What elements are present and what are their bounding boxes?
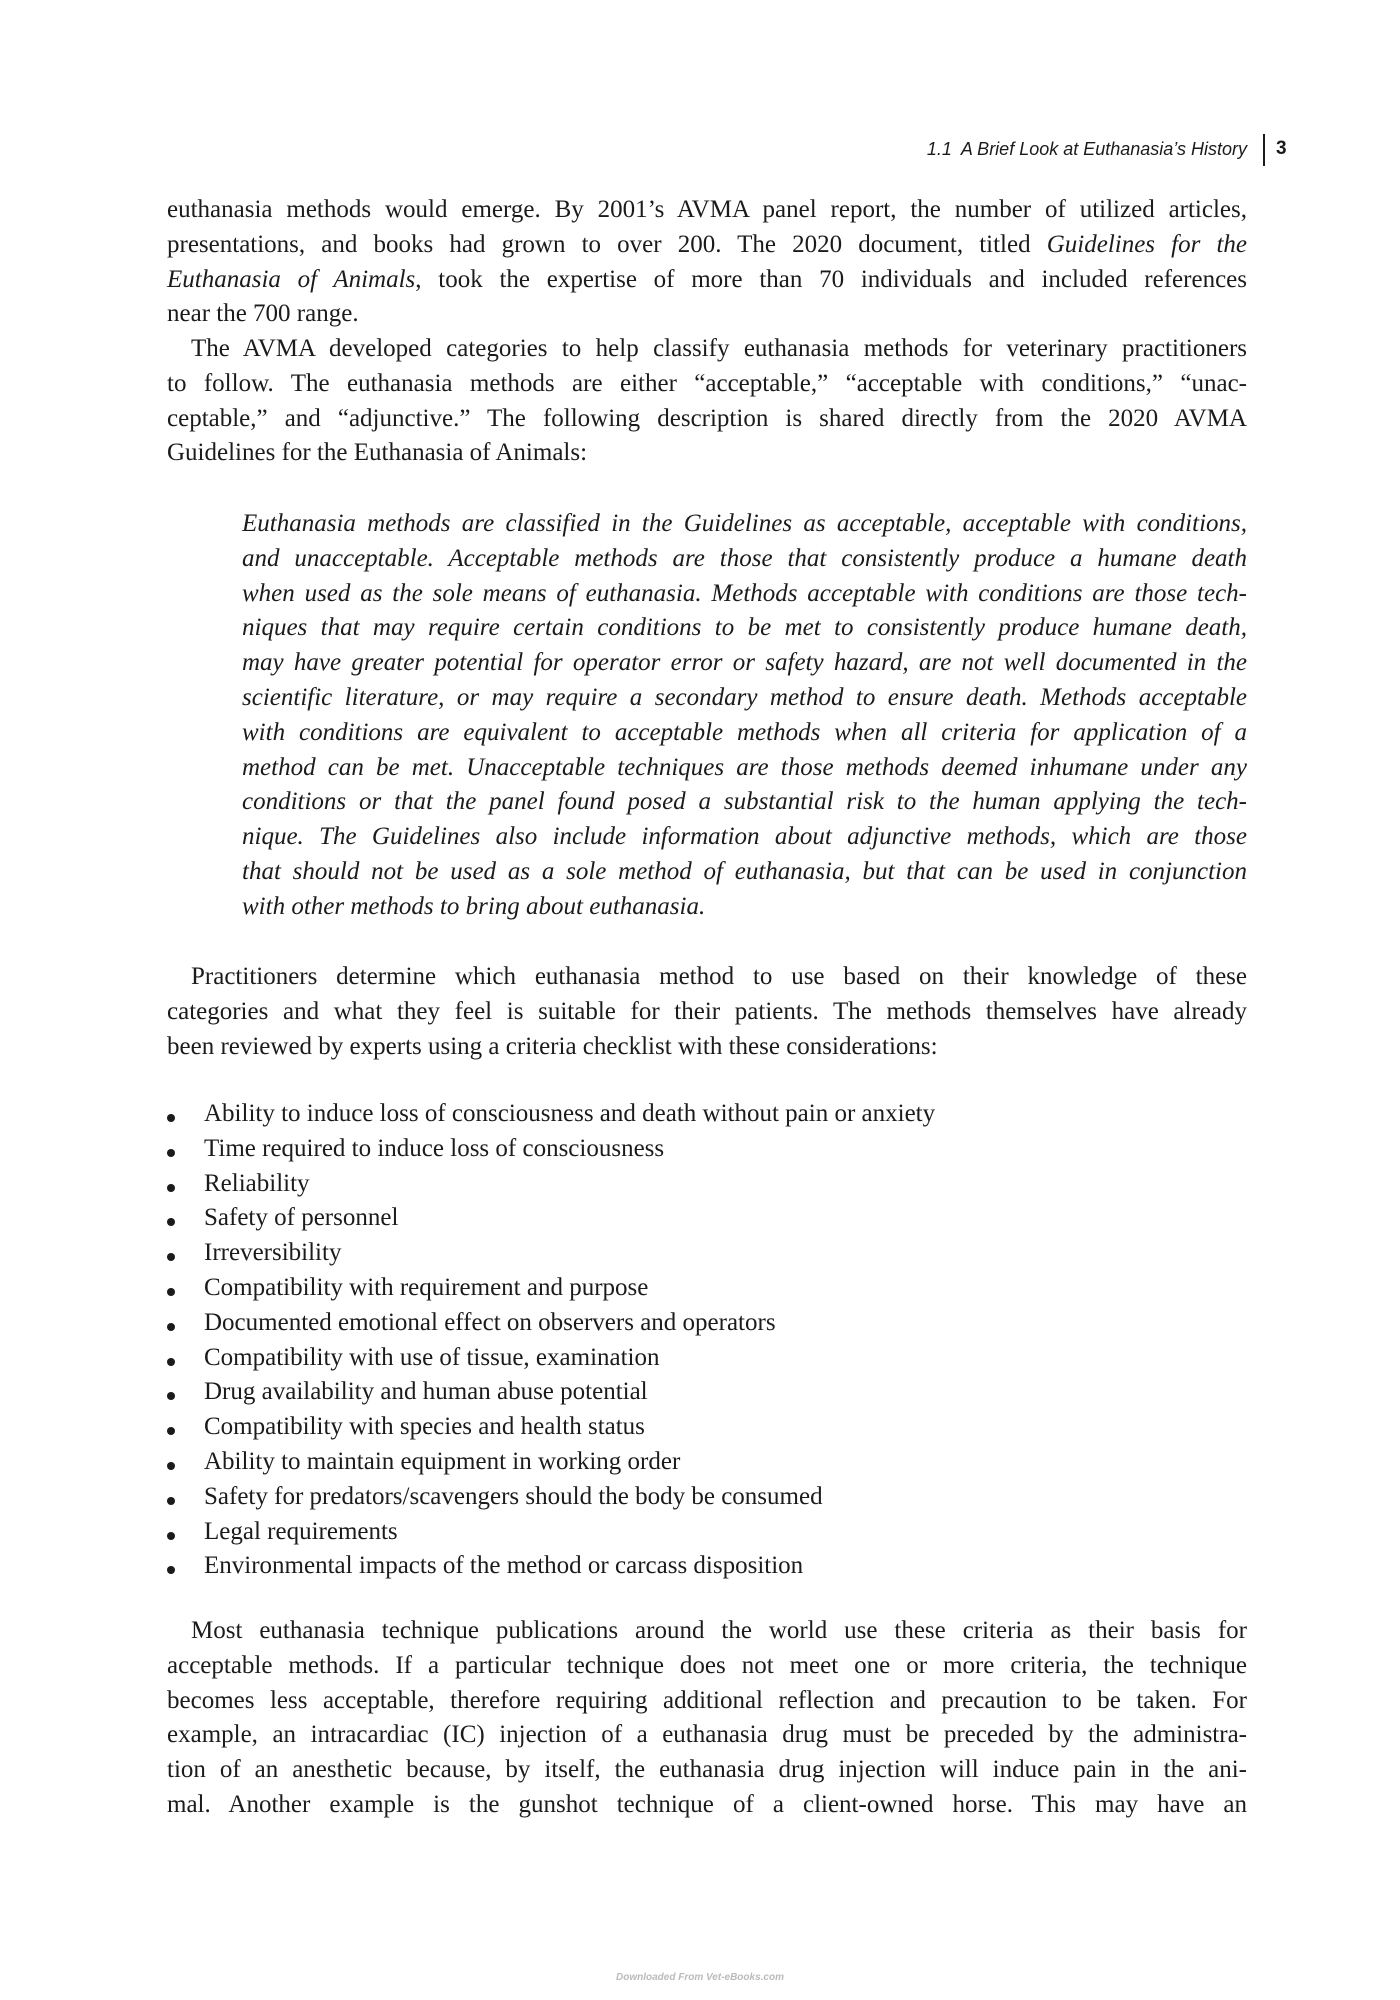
paragraph: [167, 193, 1247, 332]
paragraph-line: [167, 263, 1247, 298]
bullet-icon: [167, 1358, 175, 1366]
line-text: , took the expertise of more than 70 individuals and included references: [415, 265, 1247, 293]
paragraph: [167, 960, 1247, 1064]
criteria-list: [167, 1097, 1247, 1584]
list-item: [167, 1480, 1247, 1515]
paragraph-line: euthanasia methods would emerge. By 2001’s AVMA panel report, the number of utilized articles,: [167, 196, 1247, 223]
list-item-text: Ability to induce loss of consciousness and death without pain or anxiety: [204, 1100, 936, 1127]
bullet-icon: [167, 1288, 175, 1296]
line-text: presentations, and books had grown to over 200. The 2020 document, titled: [167, 230, 1047, 258]
running-header: [927, 137, 1247, 161]
bullet-icon: [167, 1218, 175, 1226]
paragraph-line: tion of an anesthetic because, by itself, the euthanasia drug injection will induce pain in the ani-: [167, 1756, 1247, 1784]
list-item-text: Irreversibility: [204, 1239, 342, 1267]
list-item-text: Safety for predators/scavengers should the body be consumed: [204, 1482, 823, 1510]
quote-line: scientific literature, or may require a secondary method to ensure death. Methods acceptable: [242, 683, 1247, 711]
list-item-text: Compatibility with use of tissue, examination: [204, 1343, 660, 1371]
italic-title-text: Euthanasia of Animals: [167, 265, 416, 293]
list-item: [167, 1549, 1247, 1584]
paragraph-line: to follow. The euthanasia methods are either “acceptable,” “acceptable with conditions,” “unac-: [167, 369, 1247, 397]
paragraph-line: Practitioners determine which euthanasia method to use based on their knowledge of these: [191, 963, 1247, 990]
header-divider-rule: [1263, 134, 1265, 166]
section-title: A Brief Look at Euthanasia’s History: [960, 139, 1247, 159]
list-item: [167, 1341, 1247, 1376]
paragraph-line: [167, 228, 1247, 263]
bullet-icon: [167, 1532, 175, 1540]
list-item: [167, 1097, 1247, 1132]
paragraph-line: near the 700 range.: [167, 300, 359, 328]
list-item: [167, 1132, 1247, 1167]
paragraph-line: ceptable,” and “adjunctive.” The following description is shared directly from the 2020 AVMA: [167, 404, 1247, 432]
paragraph: [167, 332, 1247, 471]
quote-line: that should not be used as a sole method of euthanasia, but that can be used in conjunction: [242, 857, 1247, 885]
list-item-text: Time required to induce loss of consciousness: [204, 1134, 665, 1162]
quote-line: with other methods to bring about euthanasia.: [242, 892, 706, 920]
italic-title-text: Guidelines for the: [1046, 230, 1247, 258]
section-number: 1.1: [926, 139, 952, 159]
quote-line: when used as the sole means of euthanasia. Methods acceptable with conditions are those tech-: [242, 579, 1247, 607]
paragraph-line: categories and what they feel is suitable for their patients. The methods themselves have already: [167, 997, 1247, 1025]
bullet-icon: [167, 1323, 175, 1331]
list-item-text: Legal requirements: [204, 1517, 398, 1545]
paragraph-line: mal. Another example is the gunshot technique of a client-owned horse. This may have an: [167, 1790, 1247, 1818]
paragraph-line: been reviewed by experts using a criteria checklist with these considerations:: [167, 1032, 938, 1060]
bullet-icon: [167, 1149, 175, 1157]
quote-line: nique. The Guidelines also include information about adjunctive methods, which are those: [242, 823, 1247, 851]
list-item: [167, 1445, 1247, 1480]
bullet-icon: [167, 1566, 175, 1574]
bullet-icon: [167, 1497, 175, 1505]
bullet-icon: [167, 1392, 175, 1400]
download-watermark: Downloaded From Vet-eBooks.com: [616, 1972, 784, 1983]
paragraph-line: Guidelines for the Euthanasia of Animals:: [167, 439, 588, 467]
list-item-text: Compatibility with requirement and purpose: [204, 1273, 649, 1301]
list-item: [167, 1410, 1247, 1445]
list-item: [167, 1236, 1247, 1271]
list-item: [167, 1375, 1247, 1410]
paragraph: [167, 1614, 1247, 1823]
list-item: [167, 1201, 1247, 1236]
paragraph-line: becomes less acceptable, therefore requiring additional reflection and precaution to be taken. For: [167, 1686, 1247, 1714]
quote-line: with conditions are equivalent to acceptable methods when all criteria for application of a: [242, 718, 1247, 746]
list-item: [167, 1271, 1247, 1306]
paragraph-line: The AVMA developed categories to help classify euthanasia methods for veterinary practitioners: [191, 335, 1247, 362]
paragraph-line: example, an intracardiac (IC) injection of a euthanasia drug must be preceded by the administra-: [167, 1721, 1247, 1749]
list-item-text: Ability to maintain equipment in working order: [204, 1447, 681, 1475]
quote-line: conditions or that the panel found posed a substantial risk to the human applying the tech-: [242, 788, 1247, 816]
bullet-icon: [167, 1184, 175, 1192]
quote-line: may have greater potential for operator error or safety hazard, are not well documented in the: [242, 649, 1247, 677]
bullet-icon: [167, 1253, 175, 1261]
list-item-text: Documented emotional effect on observers and operators: [204, 1308, 776, 1336]
list-item-text: Safety of personnel: [204, 1204, 399, 1232]
bullet-icon: [167, 1114, 175, 1122]
bullet-icon: [167, 1427, 175, 1435]
quote-line: method can be met. Unacceptable techniques are those methods deemed inhumane under any: [242, 753, 1247, 781]
list-item: [167, 1515, 1247, 1550]
list-item-text: Drug availability and human abuse potential: [204, 1378, 648, 1406]
bullet-icon: [167, 1462, 175, 1470]
list-item-text: Compatibility with species and health status: [204, 1413, 645, 1441]
list-item-text: Environmental impacts of the method or carcass disposition: [204, 1552, 804, 1580]
list-item: [167, 1167, 1247, 1202]
quote-line: niques that may require certain conditions to be met to consistently produce humane death,: [242, 614, 1247, 642]
paragraph-line: acceptable methods. If a particular technique does not meet one or more criteria, the technique: [167, 1651, 1247, 1679]
quote-line: Euthanasia methods are classified in the Guidelines as acceptable, acceptable with conditions,: [242, 510, 1247, 537]
paragraph-line: Most euthanasia technique publications around the world use these criteria as their basis for: [191, 1617, 1247, 1644]
list-item-text: Reliability: [204, 1169, 310, 1197]
quote-line: and unacceptable. Acceptable methods are those that consistently produce a humane death: [242, 544, 1247, 572]
page-number: 3: [1276, 138, 1287, 159]
list-item: [167, 1306, 1247, 1341]
block-quote: [242, 507, 1247, 925]
